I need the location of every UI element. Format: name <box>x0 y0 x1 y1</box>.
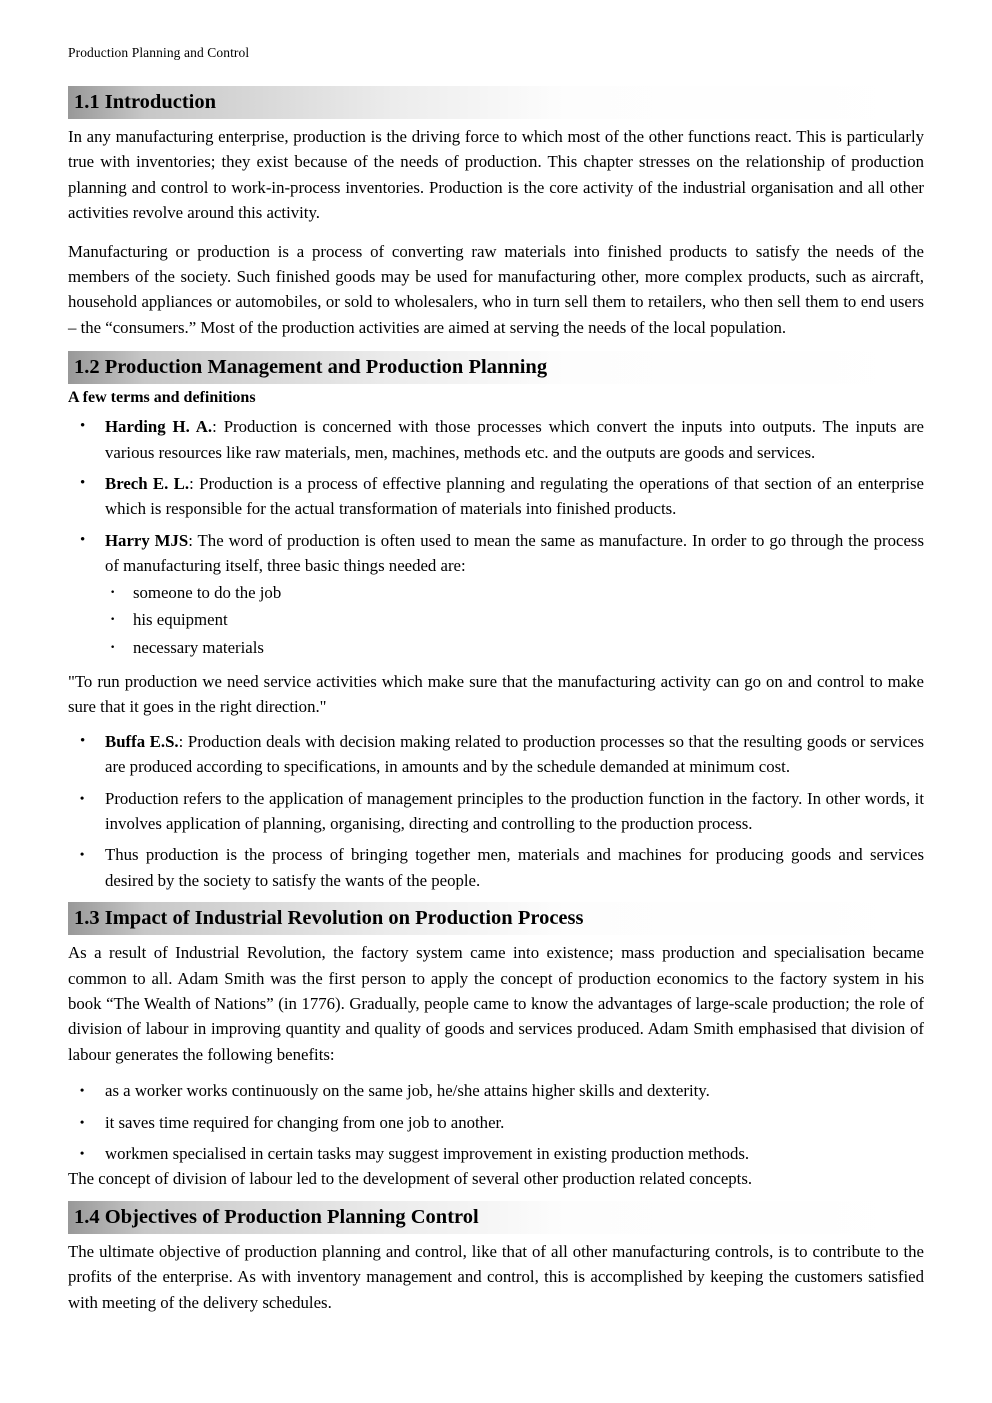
definition-body: : Production deals with decision making related to production processes so that the resulting goods or services are produced according to specifications, in amounts and by the schedule demanded at minimum cost. <box>105 731 924 777</box>
bullet-icon: • <box>80 531 86 548</box>
list-item <box>68 1110 924 1135</box>
bullet-icon: • <box>80 732 86 749</box>
bullet-text: Production refers to the application of management principles to the production function in the factory. In other words, it involves application of planning, organising, directing and controlling to the production process. <box>105 788 924 833</box>
definition-body: : Production is a process of effective planning and regulating the operations of that section of an enterprise which is responsible for the actual transformation of materials into finished products. <box>105 474 924 519</box>
definition-body: : Production is concerned with those processes which convert the inputs into outputs. The inputs are various resources like raw materials, men, machines, methods etc. and the outputs are goods and services. <box>105 417 924 462</box>
section-heading-1-4: 1.4 Objectives of Production Planning Control <box>68 1201 924 1234</box>
bullet-icon: • <box>80 1146 85 1160</box>
list-item <box>68 842 924 893</box>
definition-text <box>105 528 924 579</box>
section-production-management <box>68 351 924 893</box>
section-heading-1-3: 1.3 Impact of Industrial Revolution on Production Process <box>68 902 924 935</box>
sub-item-text: his equipment <box>133 610 228 630</box>
paragraph: In any manufacturing enterprise, production is the driving force to which most of the other functions react. This is particularly true with inventories; they exist because of the needs of production. This chapter stresses on the relationship of production planning and control to work-in-process inventories. Production is the core activity of the industrial organisation and all other activities revolve around this activity. <box>68 127 924 223</box>
definition-body: : The word of production is often used to mean the same as manufacture. In order to go through the process of manufacturing itself, three basic things needed are: <box>105 530 924 576</box>
sub-bullet-icon: · <box>110 611 116 629</box>
sub-bullet-icon: · <box>110 638 116 656</box>
definition-term: Harding H. A. <box>105 417 213 437</box>
bullet-icon: • <box>80 790 85 805</box>
bullet-icon: • <box>80 418 86 435</box>
paragraph: As a result of Industrial Revolution, the factory system came into existence; mass production and specialisation became common to all. Adam Smith was the first person to apply the concept of production economics to the factory system in his book “The Wealth of Nations” (in 1776). Gradually, people came to know the advantages of large-scale production; the role of division of labour in improving quantity and quality of goods and services produced. Adam Smith emphasised that division of labour generates the following benefits: <box>68 943 924 1064</box>
list-item <box>68 528 924 579</box>
sub-item-text: someone to do the job <box>133 582 282 602</box>
definition-text <box>105 471 924 522</box>
sub-list-item <box>68 580 924 605</box>
paragraph: Manufacturing or production is a process of converting raw materials into finished products to satisfy the needs of the members of the society. Such finished goods may be used for manufacturing other, more complex products, such as aircraft, household appliances or automobiles, or sold to wholesalers, who in turn sell them to retailers, who then sell them to end users – the “consumers.” Most of the production activities are aimed at serving the needs of the local population. <box>68 241 924 337</box>
quote-paragraph: "To run production we need service activities which make sure that the manufacturing activity can go on and control to make sure that it goes in the right direction." <box>68 671 924 717</box>
bullet-text: Thus production is the process of bringing together men, materials and machines for producing goods and services desired by the society to satisfy the wants of the people. <box>105 845 924 890</box>
list-item <box>68 471 924 522</box>
bullet-text: as a worker works continuously on the same job, he/she attains higher skills and dexterity. <box>105 1081 710 1101</box>
bullet-icon: • <box>80 1083 85 1098</box>
section-objectives <box>68 1201 924 1315</box>
list-item <box>68 786 924 837</box>
bullet-icon: • <box>80 847 85 862</box>
definition-term: Buffa E.S. <box>105 731 179 751</box>
list-item <box>68 414 924 465</box>
list-item <box>68 729 924 780</box>
section-industrial-revolution <box>68 902 924 1192</box>
bullet-icon: • <box>80 1114 85 1129</box>
definition-text <box>105 729 924 780</box>
bullet-icon: • <box>80 475 86 492</box>
list-item <box>68 1078 924 1103</box>
paragraph: The ultimate objective of production planning and control, like that of all other manufacturing controls, is to contribute to the profits of the enterprise. As with inventory management and control, this is accomplished by keeping the customers satisfied with meeting of the delivery schedules. <box>68 1241 924 1312</box>
running-header: Production Planning and Control <box>68 45 250 60</box>
closing-sentence: The concept of division of labour led to the development of several other production related concepts. <box>68 1169 753 1189</box>
definition-term: Brech E. L. <box>105 474 190 494</box>
sub-item-text: necessary materials <box>133 637 264 657</box>
definition-term: Harry MJS <box>105 530 189 550</box>
sub-bullet-icon: · <box>110 583 116 601</box>
sub-list-item <box>68 607 924 632</box>
subheading: A few terms and definitions <box>68 389 256 407</box>
sub-list-item <box>68 635 924 660</box>
bullet-text: workmen specialised in certain tasks may suggest improvement in existing production methods. <box>105 1144 750 1163</box>
section-heading-1-2: 1.2 Production Management and Production Planning <box>68 351 924 384</box>
list-item <box>68 1141 924 1166</box>
bullet-text: it saves time required for changing from one job to another. <box>105 1112 505 1132</box>
section-heading-1-1: 1.1 Introduction <box>68 86 924 119</box>
section-introduction <box>68 86 924 340</box>
definition-text <box>105 414 924 465</box>
